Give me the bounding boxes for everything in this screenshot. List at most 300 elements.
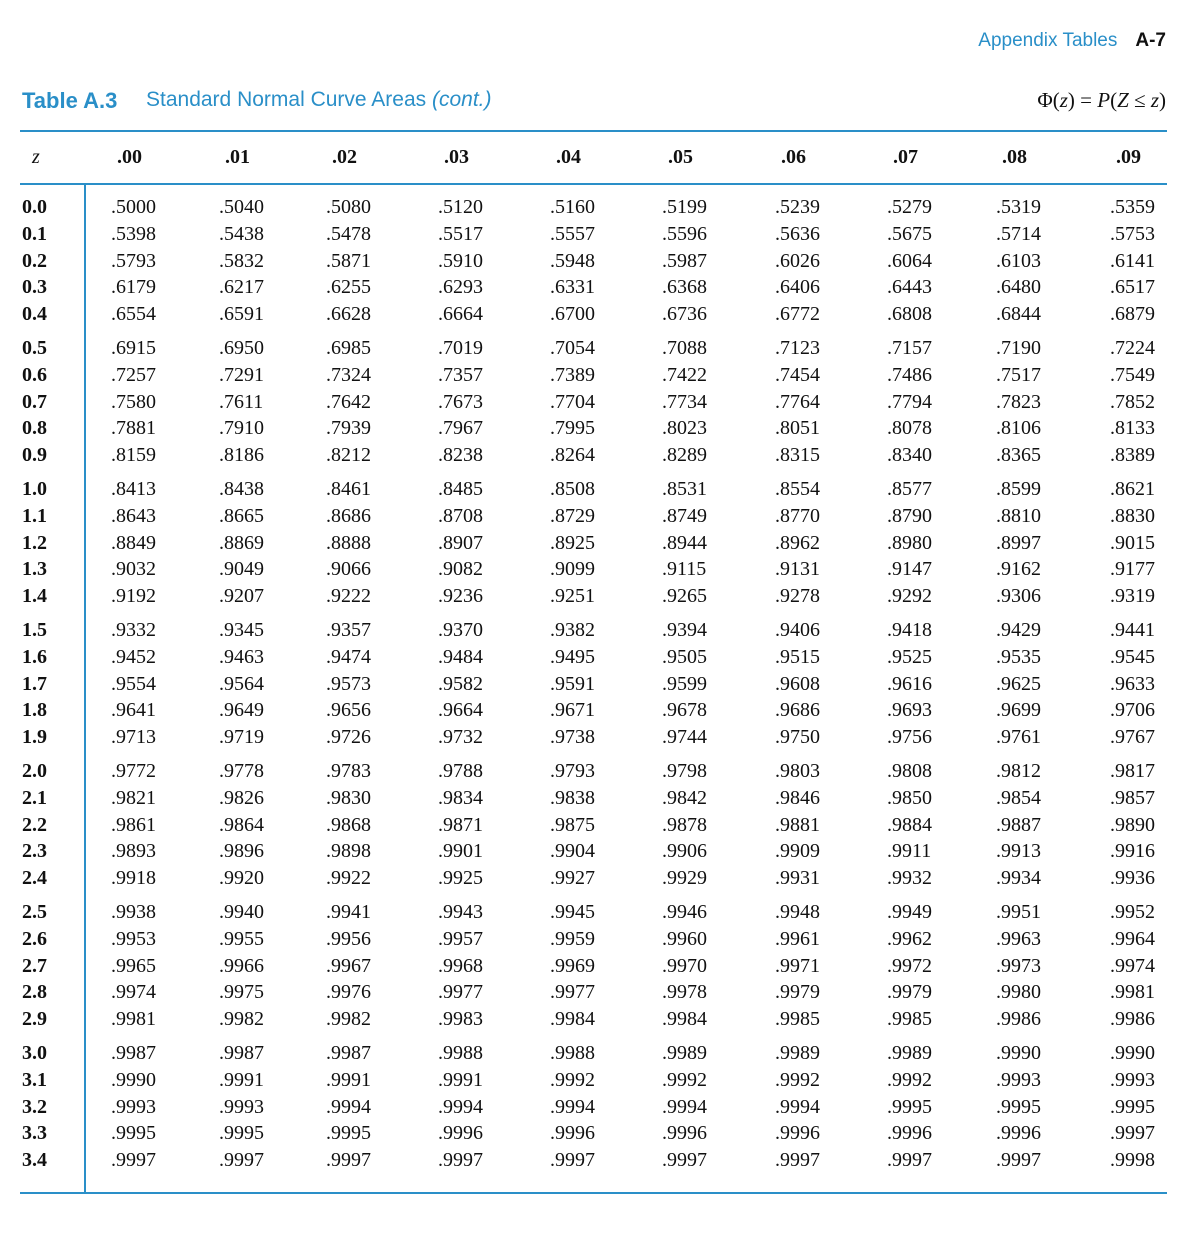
probability-cell: .5120: [438, 196, 483, 218]
probability-cell: .9162: [996, 558, 1041, 581]
probability-cell: .9649: [219, 699, 264, 722]
probability-cell: .9996: [662, 1122, 707, 1145]
probability-cell: .7673: [438, 390, 483, 413]
table-header-row: [20, 132, 1167, 183]
z-value: 0.4: [22, 303, 47, 326]
probability-cell: .8686: [326, 504, 371, 527]
probability-cell: .6103: [996, 249, 1041, 272]
probability-cell: .9994: [662, 1095, 707, 1118]
probability-cell: .9719: [219, 726, 264, 749]
z-value: 0.6: [22, 363, 47, 386]
probability-cell: .9826: [219, 786, 264, 809]
probability-cell: .9207: [219, 585, 264, 608]
probability-cell: .6517: [1110, 276, 1155, 299]
probability-cell: .9995: [887, 1095, 932, 1118]
probability-cell: .7054: [550, 337, 595, 359]
probability-cell: .6368: [662, 276, 707, 299]
formula-leq: ≤: [1128, 88, 1151, 112]
probability-cell: .8078: [887, 417, 932, 440]
probability-cell: .9992: [662, 1068, 707, 1091]
probability-cell: .9713: [111, 726, 156, 749]
probability-cell: .9988: [438, 1042, 483, 1064]
probability-cell: .7580: [111, 390, 156, 413]
probability-cell: .9970: [662, 954, 707, 977]
probability-cell: .8599: [996, 478, 1041, 500]
probability-cell: .9222: [326, 585, 371, 608]
probability-cell: .9192: [111, 585, 156, 608]
probability-cell: .9993: [219, 1095, 264, 1118]
probability-cell: .9251: [550, 585, 595, 608]
probability-cell: .9995: [111, 1122, 156, 1145]
z-value: 2.4: [22, 867, 47, 890]
z-value: 0.3: [22, 276, 47, 299]
probability-cell: .7224: [1110, 337, 1155, 359]
table-title-cont: (cont.): [431, 88, 492, 111]
probability-cell: .9474: [326, 645, 371, 668]
probability-cell: .8186: [219, 444, 264, 467]
z-value: 1.5: [22, 619, 47, 641]
probability-cell: .5199: [662, 196, 707, 218]
probability-cell: .9834: [438, 786, 483, 809]
probability-cell: .9032: [111, 558, 156, 581]
formula-z1: z: [1059, 88, 1068, 112]
probability-cell: .5675: [887, 222, 932, 245]
probability-cell: .8461: [326, 478, 371, 500]
column-header: .01: [225, 146, 250, 168]
probability-cell: .9884: [887, 813, 932, 836]
probability-cell: .9997: [111, 1149, 156, 1172]
table-row: [20, 364, 1167, 391]
probability-cell: .9798: [662, 760, 707, 782]
probability-cell: .9922: [326, 867, 371, 890]
probability-cell: .8212: [326, 444, 371, 467]
table-row: [20, 391, 1167, 418]
probability-cell: .8485: [438, 478, 483, 500]
probability-cell: .6736: [662, 303, 707, 326]
z-value: 0.8: [22, 417, 47, 440]
probability-cell: .9994: [438, 1095, 483, 1118]
probability-cell: .9984: [662, 1008, 707, 1031]
table-title-row: [22, 88, 1166, 124]
table-row: [20, 532, 1167, 559]
probability-cell: .8264: [550, 444, 595, 467]
probability-cell: .9838: [550, 786, 595, 809]
probability-cell: .5871: [326, 249, 371, 272]
probability-cell: .8365: [996, 444, 1041, 467]
probability-cell: .9946: [662, 901, 707, 923]
probability-cell: .9989: [775, 1042, 820, 1064]
probability-cell: .7088: [662, 337, 707, 359]
probability-cell: .9633: [1110, 672, 1155, 695]
probability-cell: .7190: [996, 337, 1041, 359]
probability-cell: .9997: [550, 1149, 595, 1172]
probability-cell: .9808: [887, 760, 932, 782]
probability-cell: .8729: [550, 504, 595, 527]
column-header: .08: [1002, 146, 1027, 168]
table-row: [20, 646, 1167, 673]
table-row: [20, 478, 1167, 505]
probability-cell: .9850: [887, 786, 932, 809]
table-row: [20, 337, 1167, 364]
probability-cell: .8621: [1110, 478, 1155, 500]
probability-cell: .9957: [438, 927, 483, 950]
probability-cell: .9997: [887, 1149, 932, 1172]
probability-cell: .7852: [1110, 390, 1155, 413]
probability-cell: .9997: [1110, 1122, 1155, 1145]
probability-cell: .9997: [219, 1149, 264, 1172]
probability-cell: .6064: [887, 249, 932, 272]
probability-cell: .9979: [887, 981, 932, 1004]
cdf-formula: [1037, 88, 1166, 113]
probability-cell: .7995: [550, 417, 595, 440]
probability-cell: .9997: [996, 1149, 1041, 1172]
probability-cell: .9995: [326, 1122, 371, 1145]
z-value: 1.1: [22, 504, 47, 527]
table-row: [20, 673, 1167, 700]
column-header: .03: [444, 146, 469, 168]
column-header: .00: [117, 146, 142, 168]
probability-cell: .6664: [438, 303, 483, 326]
probability-cell: .5832: [219, 249, 264, 272]
probability-cell: .9995: [996, 1095, 1041, 1118]
probability-cell: .5557: [550, 222, 595, 245]
z-value: 0.9: [22, 444, 47, 467]
probability-cell: .9974: [111, 981, 156, 1004]
table-row: [20, 1069, 1167, 1096]
probability-cell: .9750: [775, 726, 820, 749]
z-value: 0.7: [22, 390, 47, 413]
probability-cell: .9686: [775, 699, 820, 722]
probability-cell: .9960: [662, 927, 707, 950]
formula-open: (: [1110, 88, 1118, 112]
probability-cell: .9904: [550, 840, 595, 863]
column-header: .09: [1116, 146, 1141, 168]
probability-cell: .9976: [326, 981, 371, 1004]
probability-cell: .7704: [550, 390, 595, 413]
probability-cell: .7422: [662, 363, 707, 386]
probability-cell: .9990: [111, 1068, 156, 1091]
probability-cell: .6700: [550, 303, 595, 326]
probability-cell: .9812: [996, 760, 1041, 782]
probability-cell: .9992: [887, 1068, 932, 1091]
probability-cell: .5359: [1110, 196, 1155, 218]
formula-close: ): [1159, 88, 1166, 112]
probability-cell: .8289: [662, 444, 707, 467]
formula-p: P: [1097, 88, 1111, 112]
z-value: 3.1: [22, 1068, 47, 1091]
probability-cell: .9959: [550, 927, 595, 950]
probability-cell: .9783: [326, 760, 371, 782]
probability-cell: .6628: [326, 303, 371, 326]
probability-cell: .8051: [775, 417, 820, 440]
probability-cell: .9996: [438, 1122, 483, 1145]
probability-cell: .9830: [326, 786, 371, 809]
probability-cell: .8980: [887, 531, 932, 554]
probability-cell: .6331: [550, 276, 595, 299]
table-row: [20, 1042, 1167, 1069]
probability-cell: .9846: [775, 786, 820, 809]
probability-cell: .6915: [111, 337, 156, 359]
probability-cell: .7486: [887, 363, 932, 386]
page-number: A-7: [1135, 30, 1166, 51]
probability-cell: .7823: [996, 390, 1041, 413]
probability-cell: .9994: [775, 1095, 820, 1118]
column-header: .05: [668, 146, 693, 168]
table-row: [20, 585, 1167, 612]
probability-cell: .9875: [550, 813, 595, 836]
probability-cell: .9418: [887, 619, 932, 641]
z-value: 2.6: [22, 927, 47, 950]
probability-cell: .9948: [775, 901, 820, 923]
probability-cell: .6217: [219, 276, 264, 299]
probability-cell: .8315: [775, 444, 820, 467]
probability-cell: .9854: [996, 786, 1041, 809]
z-column-header: z: [32, 146, 40, 168]
z-value: 0.5: [22, 337, 47, 359]
probability-cell: .8106: [996, 417, 1041, 440]
probability-cell: .9962: [887, 927, 932, 950]
z-value: 2.8: [22, 981, 47, 1004]
probability-cell: .7454: [775, 363, 820, 386]
probability-cell: .9732: [438, 726, 483, 749]
probability-cell: .9382: [550, 619, 595, 641]
probability-cell: .6554: [111, 303, 156, 326]
probability-cell: .8869: [219, 531, 264, 554]
probability-cell: .8770: [775, 504, 820, 527]
probability-cell: .9868: [326, 813, 371, 836]
probability-cell: .9793: [550, 760, 595, 782]
probability-cell: .9678: [662, 699, 707, 722]
z-value: 1.2: [22, 531, 47, 554]
probability-cell: .9987: [326, 1042, 371, 1064]
probability-cell: .9996: [996, 1122, 1041, 1145]
probability-cell: .9973: [996, 954, 1041, 977]
probability-cell: .9975: [219, 981, 264, 1004]
probability-cell: .8810: [996, 504, 1041, 527]
z-value: 1.6: [22, 645, 47, 668]
table-row: [20, 955, 1167, 982]
probability-cell: .9997: [438, 1149, 483, 1172]
probability-cell: .9463: [219, 645, 264, 668]
probability-cell: .9987: [111, 1042, 156, 1064]
probability-cell: .6844: [996, 303, 1041, 326]
probability-cell: .5596: [662, 222, 707, 245]
table-row: [20, 276, 1167, 303]
probability-cell: .9994: [326, 1095, 371, 1118]
z-value: 1.9: [22, 726, 47, 749]
probability-cell: .5714: [996, 222, 1041, 245]
probability-cell: .8438: [219, 478, 264, 500]
probability-cell: .9941: [326, 901, 371, 923]
probability-cell: .9955: [219, 927, 264, 950]
probability-cell: .9951: [996, 901, 1041, 923]
probability-cell: .9995: [1110, 1095, 1155, 1118]
probability-cell: .8790: [887, 504, 932, 527]
probability-cell: .9956: [326, 927, 371, 950]
probability-cell: .9901: [438, 840, 483, 863]
probability-cell: .9441: [1110, 619, 1155, 641]
probability-cell: .7611: [219, 390, 264, 413]
table-row: [20, 699, 1167, 726]
probability-cell: .7291: [219, 363, 264, 386]
probability-cell: .9608: [775, 672, 820, 695]
probability-cell: .9991: [326, 1068, 371, 1091]
probability-cell: .9966: [219, 954, 264, 977]
probability-cell: .9982: [219, 1008, 264, 1031]
probability-cell: .9306: [996, 585, 1041, 608]
probability-cell: .7764: [775, 390, 820, 413]
probability-cell: .9484: [438, 645, 483, 668]
table-label: Table A.3: [22, 88, 118, 113]
probability-cell: .9821: [111, 786, 156, 809]
probability-cell: .9896: [219, 840, 264, 863]
probability-cell: .9979: [775, 981, 820, 1004]
probability-cell: .9049: [219, 558, 264, 581]
probability-cell: .9938: [111, 901, 156, 923]
probability-cell: .5987: [662, 249, 707, 272]
probability-cell: .8577: [887, 478, 932, 500]
probability-cell: .9981: [111, 1008, 156, 1031]
probability-cell: .9909: [775, 840, 820, 863]
probability-cell: .9995: [219, 1122, 264, 1145]
column-header: .07: [893, 146, 918, 168]
probability-cell: .9990: [1110, 1042, 1155, 1064]
probability-cell: .6985: [326, 337, 371, 359]
probability-cell: .5239: [775, 196, 820, 218]
table-row: [20, 250, 1167, 277]
probability-cell: .9991: [438, 1068, 483, 1091]
probability-cell: .9931: [775, 867, 820, 890]
probability-cell: .9177: [1110, 558, 1155, 581]
probability-cell: .9982: [326, 1008, 371, 1031]
probability-cell: .9996: [887, 1122, 932, 1145]
probability-cell: .5948: [550, 249, 595, 272]
probability-cell: .9278: [775, 585, 820, 608]
probability-cell: .9980: [996, 981, 1041, 1004]
probability-cell: .9772: [111, 760, 156, 782]
probability-cell: .7123: [775, 337, 820, 359]
probability-cell: .9911: [887, 840, 932, 863]
probability-cell: .5080: [326, 196, 371, 218]
probability-cell: .9974: [1110, 954, 1155, 977]
column-header: .02: [332, 146, 357, 168]
probability-cell: .9986: [996, 1008, 1041, 1031]
table-row: [20, 867, 1167, 894]
z-value: 3.3: [22, 1122, 47, 1145]
probability-cell: .7794: [887, 390, 932, 413]
probability-cell: .9756: [887, 726, 932, 749]
probability-cell: .9997: [326, 1149, 371, 1172]
probability-cell: .9394: [662, 619, 707, 641]
probability-cell: .9147: [887, 558, 932, 581]
probability-cell: .5793: [111, 249, 156, 272]
z-value: 1.3: [22, 558, 47, 581]
probability-cell: .9981: [1110, 981, 1155, 1004]
probability-cell: .9985: [887, 1008, 932, 1031]
probability-cell: .9913: [996, 840, 1041, 863]
probability-cell: .6406: [775, 276, 820, 299]
probability-cell: .8531: [662, 478, 707, 500]
probability-cell: .9545: [1110, 645, 1155, 668]
probability-cell: .9292: [887, 585, 932, 608]
probability-cell: .9986: [1110, 1008, 1155, 1031]
table-row: [20, 1122, 1167, 1149]
table-row: [20, 505, 1167, 532]
formula-mid: ) =: [1067, 88, 1098, 112]
z-value: 1.0: [22, 478, 47, 500]
probability-cell: .9932: [887, 867, 932, 890]
probability-cell: .8643: [111, 504, 156, 527]
probability-cell: .9993: [996, 1068, 1041, 1091]
probability-cell: .9967: [326, 954, 371, 977]
probability-cell: .5000: [111, 196, 156, 218]
probability-cell: .9994: [550, 1095, 595, 1118]
probability-cell: .5398: [111, 222, 156, 245]
probability-cell: .9573: [326, 672, 371, 695]
probability-cell: .7881: [111, 417, 156, 440]
table-title-text: Standard Normal Curve Areas: [146, 88, 427, 111]
table-row: [20, 840, 1167, 867]
probability-cell: .9525: [887, 645, 932, 668]
probability-cell: .9971: [775, 954, 820, 977]
probability-cell: .9803: [775, 760, 820, 782]
probability-cell: .6808: [887, 303, 932, 326]
probability-cell: .9920: [219, 867, 264, 890]
table-row: [20, 417, 1167, 444]
probability-cell: .9929: [662, 867, 707, 890]
probability-cell: .7324: [326, 363, 371, 386]
probability-cell: .9664: [438, 699, 483, 722]
probability-cell: .9890: [1110, 813, 1155, 836]
probability-cell: .9744: [662, 726, 707, 749]
probability-cell: .9996: [550, 1122, 595, 1145]
probability-cell: .5040: [219, 196, 264, 218]
probability-cell: .7257: [111, 363, 156, 386]
table-row: [20, 196, 1167, 223]
table-header-rule: [20, 183, 1167, 185]
probability-cell: .5160: [550, 196, 595, 218]
probability-cell: .5753: [1110, 222, 1155, 245]
table-row: [20, 223, 1167, 250]
formula-phi: Φ(: [1037, 88, 1060, 112]
probability-cell: .5279: [887, 196, 932, 218]
probability-cell: .9977: [438, 981, 483, 1004]
probability-cell: .9997: [662, 1149, 707, 1172]
probability-cell: .9406: [775, 619, 820, 641]
probability-cell: .9990: [996, 1042, 1041, 1064]
probability-cell: .9987: [219, 1042, 264, 1064]
probability-cell: .9992: [550, 1068, 595, 1091]
probability-cell: .9554: [111, 672, 156, 695]
probability-cell: .9961: [775, 927, 820, 950]
probability-cell: .9963: [996, 927, 1041, 950]
probability-cell: .9925: [438, 867, 483, 890]
probability-cell: .9952: [1110, 901, 1155, 923]
probability-cell: .9265: [662, 585, 707, 608]
table-row: [20, 619, 1167, 646]
probability-cell: .9564: [219, 672, 264, 695]
probability-cell: .5478: [326, 222, 371, 245]
probability-cell: .9992: [775, 1068, 820, 1091]
probability-cell: .5319: [996, 196, 1041, 218]
probability-cell: .9788: [438, 760, 483, 782]
table-title: [146, 88, 492, 112]
probability-cell: .9943: [438, 901, 483, 923]
z-value: 2.0: [22, 760, 47, 782]
z-value: 3.4: [22, 1149, 47, 1172]
probability-cell: .6443: [887, 276, 932, 299]
z-value: 0.0: [22, 196, 47, 218]
